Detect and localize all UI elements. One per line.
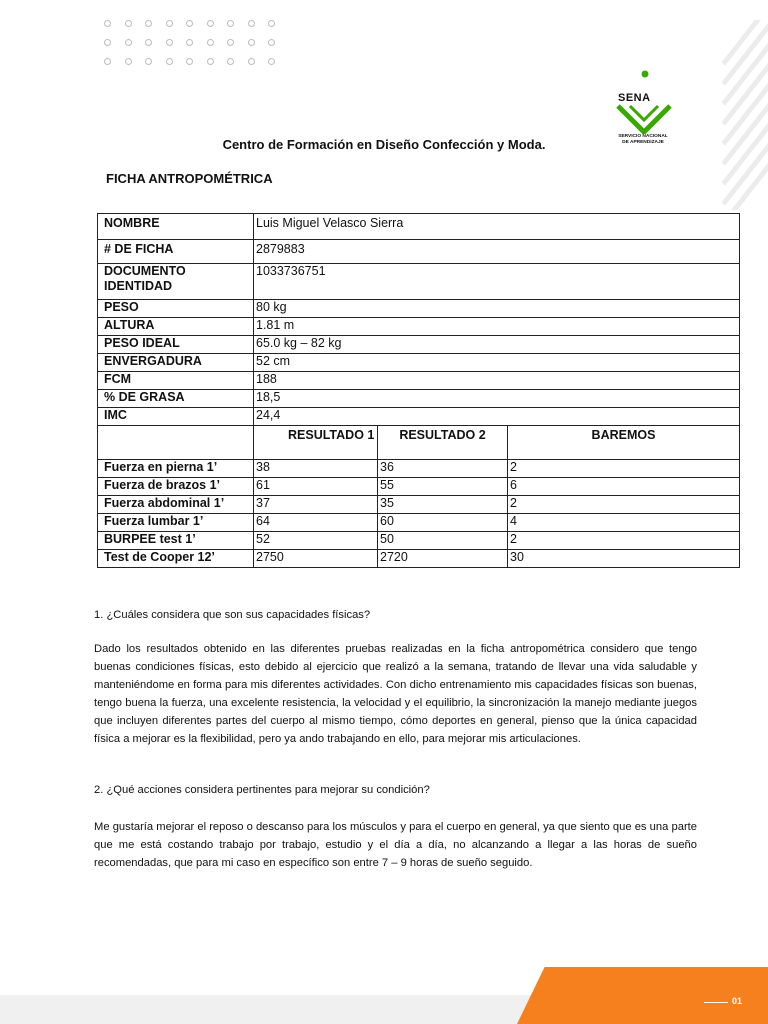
test-result-2: 36	[378, 460, 508, 478]
decoration-dot	[104, 58, 111, 65]
decoration-dot	[125, 39, 132, 46]
profile-rows	[98, 214, 740, 426]
profile-value: 18,5	[254, 390, 740, 408]
profile-value: Luis Miguel Velasco Sierra	[254, 214, 740, 240]
test-row	[98, 514, 740, 532]
tests-rows	[98, 426, 740, 568]
footer-accent-shape	[517, 967, 768, 1024]
decoration-dot	[166, 20, 173, 27]
test-result-2: 2720	[378, 550, 508, 568]
decoration-dot	[166, 58, 173, 65]
profile-row	[98, 264, 740, 300]
test-baremo: 2	[508, 496, 740, 514]
test-name: Test de Cooper 12’	[98, 550, 254, 568]
decoration-dot	[227, 20, 234, 27]
sena-logo-subtitle-line-1: SERVICIO NACIONAL	[618, 134, 668, 139]
test-result-1: 52	[254, 532, 378, 550]
profile-row	[98, 240, 740, 264]
test-result-1: 38	[254, 460, 378, 478]
test-result-2: 35	[378, 496, 508, 514]
test-baremo: 6	[508, 478, 740, 496]
profile-value: 2879883	[254, 240, 740, 264]
test-result-2: 55	[378, 478, 508, 496]
decoration-stripe	[721, 159, 768, 210]
profile-row	[98, 214, 740, 240]
question-1: 1. ¿Cuáles considera que son sus capacidades físicas?	[94, 609, 371, 621]
profile-label: FCM	[98, 372, 254, 390]
decoration-dot	[186, 39, 193, 46]
test-result-1: 64	[254, 514, 378, 532]
profile-value: 188	[254, 372, 740, 390]
test-row	[98, 550, 740, 568]
profile-value: 24,4	[254, 408, 740, 426]
document-subtitle: FICHA ANTROPOMÉTRICA	[106, 171, 273, 186]
decoration-dot	[248, 20, 255, 27]
profile-row	[98, 390, 740, 408]
test-baremo: 4	[508, 514, 740, 532]
test-result-1: 61	[254, 478, 378, 496]
decoration-dot	[145, 20, 152, 27]
decoration-dot	[104, 20, 111, 27]
test-name: Fuerza en pierna 1’	[98, 460, 254, 478]
test-name: Fuerza abdominal 1’	[98, 496, 254, 514]
decoration-dot	[227, 39, 234, 46]
profile-label: DOCUMENTO IDENTIDAD	[98, 264, 254, 300]
profile-label: # DE FICHA	[98, 240, 254, 264]
test-name: BURPEE test 1’	[98, 532, 254, 550]
sena-logo-mark-icon	[624, 70, 666, 92]
document-title: Centro de Formación en Diseño Confección y Moda.	[222, 137, 546, 152]
anthropometric-table	[97, 213, 740, 568]
page-number: 01	[732, 996, 743, 1006]
decoration-dot	[248, 39, 255, 46]
profile-row	[98, 318, 740, 336]
test-result-1: 37	[254, 496, 378, 514]
answer-2: Me gustaría mejorar el reposo o descanso para los músculos y para el cuerpo en general, ya que siento que es una parte que me está costando trabajo por trabajo, estudio y el día a día, no alcanzando a llegar a las horas de sueño recomendadas, que para mi caso en específico son entre 7 – 9 horas de sueño seguido.	[94, 821, 697, 869]
profile-label: ALTURA	[98, 318, 254, 336]
sena-logo-subtitle-line-2: DE APRENDIZAJE	[622, 140, 664, 145]
decoration-dot	[248, 58, 255, 65]
decoration-dot	[125, 58, 132, 65]
sena-logo-figure-icon	[616, 104, 672, 134]
profile-label: PESO IDEAL	[98, 336, 254, 354]
test-baremo: 2	[508, 460, 740, 478]
profile-value: 65.0 kg – 82 kg	[254, 336, 740, 354]
decoration-dot	[268, 20, 275, 27]
profile-row	[98, 372, 740, 390]
test-result-2: 60	[378, 514, 508, 532]
profile-value: 1.81 m	[254, 318, 740, 336]
profile-label: NOMBRE	[98, 214, 254, 240]
tests-column-header: RESULTADO 2	[378, 426, 508, 460]
test-baremo: 2	[508, 532, 740, 550]
profile-row	[98, 300, 740, 318]
profile-label: ENVERGADURA	[98, 354, 254, 372]
test-row	[98, 496, 740, 514]
decoration-dot	[186, 58, 193, 65]
decoration-dot	[145, 39, 152, 46]
test-result-2: 50	[378, 532, 508, 550]
profile-label: IMC	[98, 408, 254, 426]
test-name: Fuerza lumbar 1’	[98, 514, 254, 532]
question-2: 2. ¿Qué acciones considera pertinentes para mejorar su condición?	[94, 784, 430, 796]
profile-label: PESO	[98, 300, 254, 318]
dot-grid-decoration	[104, 20, 274, 68]
test-row	[98, 478, 740, 496]
decoration-dot	[207, 58, 214, 65]
profile-value: 80 kg	[254, 300, 740, 318]
decoration-dot	[227, 58, 234, 65]
profile-row	[98, 354, 740, 372]
test-name: Fuerza de brazos 1’	[98, 478, 254, 496]
decoration-dot	[125, 20, 132, 27]
decoration-dot	[104, 39, 111, 46]
profile-value: 52 cm	[254, 354, 740, 372]
test-result-1: 2750	[254, 550, 378, 568]
footer-divider	[704, 1002, 728, 1003]
decoration-dot	[186, 20, 193, 27]
answer-1: Dado los resultados obtenido en las diferentes pruebas realizadas en la ficha antropométrica considero que tengo buenas condiciones físicas, esto debido al ejercicio que realizó a la semana, tratando de llevar una vida saludable y manteniéndome en forma para mis diferentes actividades. Con dicho entrenamiento mis capacidades físicas son buenas, tengo buena la fuerza, una excelente resistencia, la velocidad y el equilibrio, la sincronización la manejo mediante juegos que incluyen diferentes partes del cuerpo al mismo tiempo, cómo deportes en general, pienso que la única capacidad física a mejorar es la flexibilidad, pero ya ando trabajando en ello, para mejorar mis articulaciones.	[94, 643, 697, 745]
tests-column-header: BAREMOS	[508, 426, 740, 460]
test-baremo: 30	[508, 550, 740, 568]
stripes-decoration	[708, 20, 768, 210]
profile-value: 1033736751	[254, 264, 740, 300]
decoration-dot	[207, 39, 214, 46]
decoration-dot	[268, 39, 275, 46]
decoration-dot	[145, 58, 152, 65]
decoration-dot	[207, 20, 214, 27]
test-row	[98, 460, 740, 478]
tests-header-blank	[98, 426, 254, 460]
profile-row	[98, 408, 740, 426]
tests-header-row	[98, 426, 740, 460]
test-row	[98, 532, 740, 550]
tests-column-header: RESULTADO 1	[254, 426, 378, 460]
profile-row	[98, 336, 740, 354]
decoration-dot	[268, 58, 275, 65]
sena-logo-wordmark: SENA	[618, 92, 651, 104]
profile-label: % DE GRASA	[98, 390, 254, 408]
decoration-dot	[166, 39, 173, 46]
